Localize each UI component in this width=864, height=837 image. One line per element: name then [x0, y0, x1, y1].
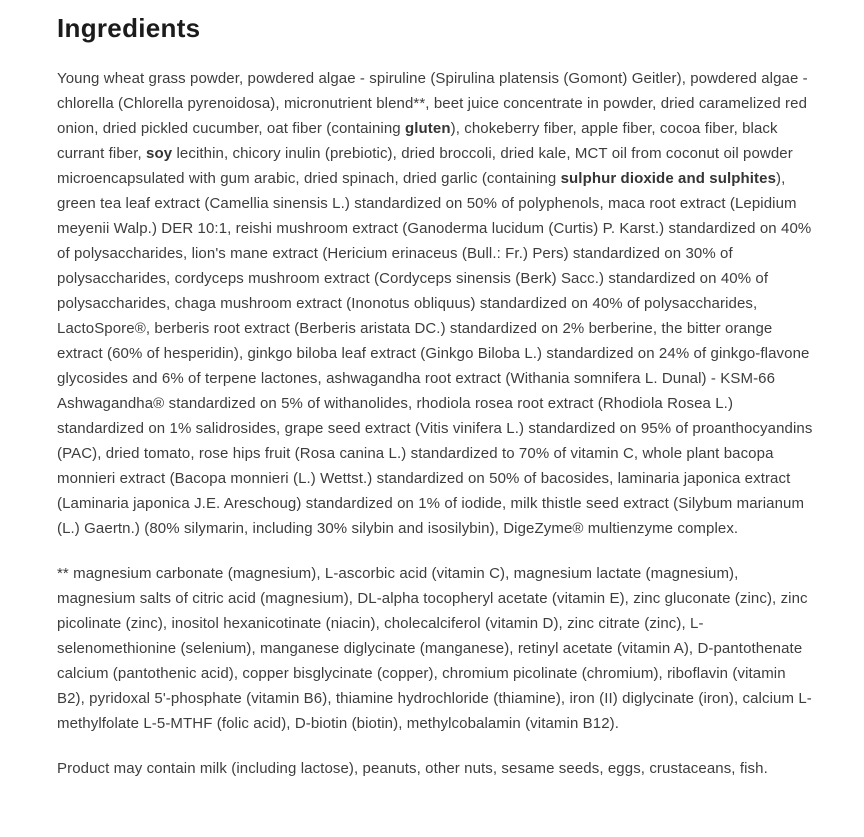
allergen-soy-bold: soy: [146, 145, 173, 162]
ingredients-text-segment-2: ), chokeberry fiber, apple fiber, cocoa fiber, black currant fiber,: [57, 120, 778, 162]
allergen-advisory-paragraph: Product may contain milk (including lactose), peanuts, other nuts, sesame seeds, eggs, crustaceans, fish.: [57, 760, 768, 777]
ingredients-text-segment-1: Young wheat grass powder, powdered algae - spiruline (Spirulina platensis (Gomont) Geitler), powdered algae - chlorella (Chlorella pyrenoidosa), micronutrient blend**, beet juice concentrate in powder, dried caramelized red onion, dried pickled cucumber, oat fiber (containing: [57, 70, 808, 137]
allergen-sulphites-bold: sulphur dioxide and sulphites: [560, 170, 777, 187]
ingredients-text-segment-4: ), green tea leaf extract (Camellia sinensis L.) standardized on 50% of polyphenols, maca root extract (Lepidium meyenii Walp.) DER 10:1, reishi mushroom extract (Ganoderma lucidum (Curtis) P. Karst.) standardized on 40% of polysaccharides, lion's mane extract (Hericium erinaceus (Bull.: Fr.) Pers) standardized on 30% of polysaccharides, cordyceps mushroom extract (Cordyceps sinensis (Berk) Sacc.) standardized on 40% of polysaccharides, chaga mushroom extract (Inonotus obliquus) standardized on 40% of polysaccharides, LactoSpore®, berberis root extract (Berberis aristata DC.) standardized on 2% berberine, the bitter orange extract (60% of hesperidin), ginkgo biloba leaf extract (Ginkgo Biloba L.) standardized on 24% of ginkgo-flavone glycosides and 6% of terpene lactones, ashwagandha root extract (Withania somnifera L. Dunal) - KSM-66 Ashwagandha® standardized on 5% of withanolides, rhodiola rosea root extract (Rhodiola Rosea L.) standardized on 1% salidrosides, grape seed extract (Vitis vinifera L.) standardized on 95% of proanthocyandins (PAC), dried tomato, rose hips fruit (Rosa canina L.) standardized to 70% of vitamin C, whole plant bacopa monnieri extract (Bacopa monnieri (L.) Wettst.) standardized on 50% of bacosides, laminaria japonica extract (Laminaria japonica J.E. Areschoug) standardized on 1% of iodide, milk thistle seed extract (Silybum marianum (L.) Gaertn.) (80% silymarin, including 30% silybin and isosilybin), DigeZyme® multienzyme complex.: [57, 170, 813, 537]
micronutrient-blend-paragraph: ** magnesium carbonate (magnesium), L-ascorbic acid (vitamin C), magnesium lactate (magnesium), magnesium salts of citric acid (magnesium), DL-alpha tocopheryl acetate (vitamin E), zinc gluconate (zinc), zinc picolinate (zinc), inositol hexanicotinate (niacin), cholecalciferol (vitamin D), zinc citrate (zinc), L-selenomethionine (selenium), manganese diglycinate (manganese), retinyl acetate (vitamin A), D-pantothenate calcium (pantothenic acid), copper bisglycinate (copper), chromium picolinate (chromium), riboflavin (vitamin B2), pyridoxal 5'-phosphate (vitamin B6), thiamine hydrochloride (thiamine), iron (II) diglycinate (iron), calcium L-methylfolate L-5-MTHF (folic acid), D-biotin (biotin), methylcobalamin (vitamin B12).: [57, 565, 812, 732]
ingredients-list-paragraph: [57, 66, 814, 541]
allergen-gluten-bold: gluten: [405, 120, 451, 137]
ingredients-text-segment-3: lecithin, chicory inulin (prebiotic), dried broccoli, dried kale, MCT oil from coconut oil powder microencapsulated with gum arabic, dried spinach, dried garlic (containing: [57, 145, 793, 187]
page-title: Ingredients: [57, 13, 201, 43]
